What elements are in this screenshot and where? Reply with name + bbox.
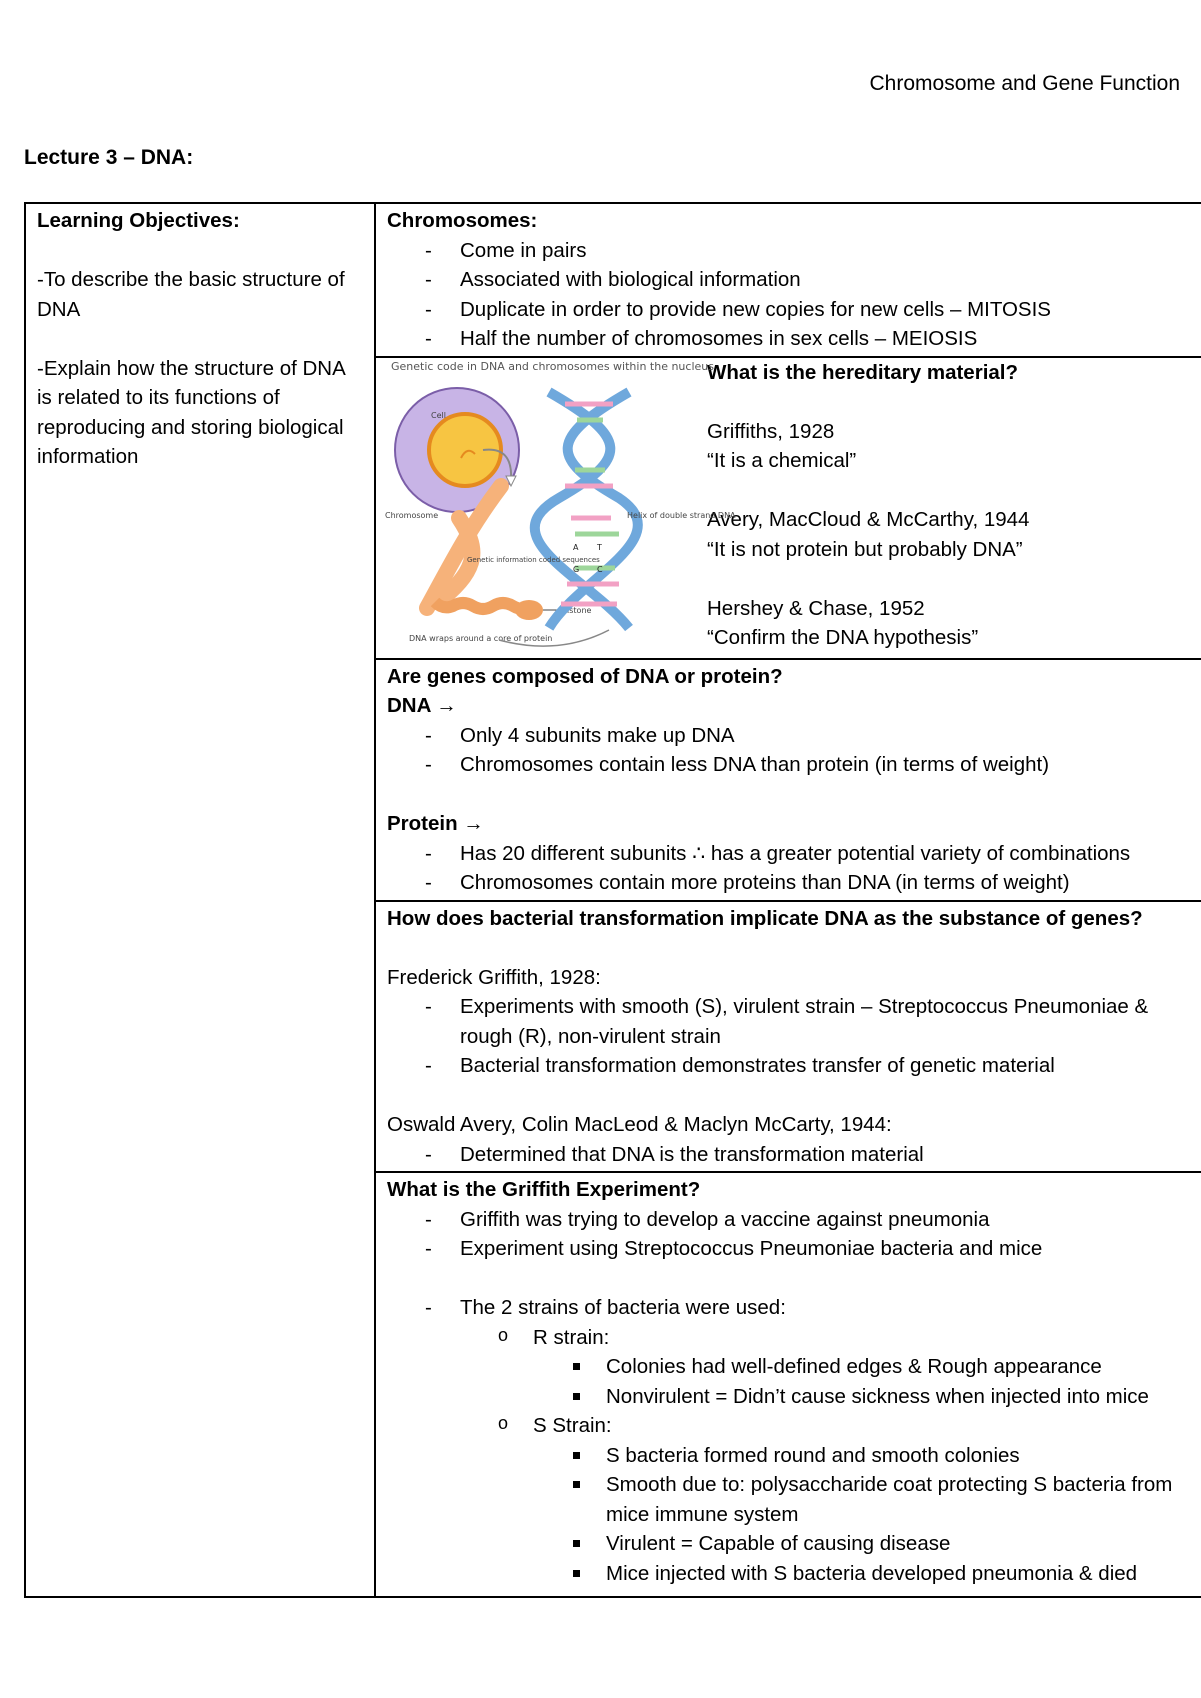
objectives-cell <box>25 203 375 1597</box>
list-item: - Experiment using Streptococcus Pneumoniae bacteria and mice <box>387 1234 1191 1264</box>
transformation-heading: How does bacterial transformation implicate DNA as the substance of genes? <box>387 906 1143 930</box>
list-item: - Come in pairs <box>387 236 1191 266</box>
list-item: Mice injected with S bacteria developed pneumonia & died <box>533 1559 1191 1589</box>
hereditary-who: Avery, MacCloud & McCarthy, 1944 <box>707 508 1030 531</box>
hereditary-who: Hershey & Chase, 1952 <box>707 596 925 620</box>
transformation-cell <box>375 901 1201 1173</box>
dna-diagram-svg <box>379 358 736 658</box>
list-item: - Half the number of chromosomes in sex cells – MEIOSIS <box>387 324 1191 354</box>
protein-label-line <box>387 809 1191 839</box>
objectives-heading: Learning Objectives: <box>37 209 240 232</box>
genes-heading: Are genes composed of DNA or protein? <box>387 664 783 688</box>
list-item: - Duplicate in order to provide new copies for new cells – MITOSIS <box>387 295 1191 325</box>
griffith-experiment-cell <box>375 1172 1201 1597</box>
list-item: - Only 4 subunits make up DNA <box>387 721 1191 751</box>
right-arrow-icon: → <box>436 694 457 717</box>
dna-list <box>387 721 1191 780</box>
list-item: - Chromosomes contain more proteins than DNA (in terms of weight) <box>387 868 1191 898</box>
base-label-t: T <box>597 542 602 552</box>
histone-label: Histone <box>561 605 592 615</box>
hereditary-text <box>699 358 1029 658</box>
base-label-a: A <box>573 542 579 552</box>
chromosomes-cell <box>375 203 1201 357</box>
r-strain-list <box>533 1352 1191 1411</box>
genetic-label: Genetic information coded sequences <box>467 555 600 564</box>
chromosome-label: Chromosome <box>385 510 439 520</box>
diagram-caption: Genetic code in DNA and chromosomes within the nucleus <box>391 359 714 373</box>
base-label-g: G <box>573 564 580 574</box>
list-item: - Associated with biological information <box>387 265 1191 295</box>
s-strain-label: S Strain: <box>533 1414 612 1437</box>
list-item: - Determined that DNA is the transformation material <box>387 1140 1191 1170</box>
chromosomes-heading: Chromosomes: <box>387 209 538 232</box>
protein-label: Protein <box>387 812 458 835</box>
hereditary-cell <box>375 357 1201 659</box>
right-arrow-icon: → <box>463 812 484 835</box>
list-item: S bacteria formed round and smooth colonies <box>533 1441 1191 1471</box>
hereditary-heading: What is the hereditary material? <box>707 360 1019 384</box>
list-item: - Experiments with smooth (S), virulent strain – Streptococcus Pneumoniae & rough (R), non-virulent strain <box>387 992 1191 1051</box>
list-item: - Griffith was trying to develop a vaccine against pneumonia <box>387 1205 1191 1235</box>
avery-list <box>387 1140 1191 1170</box>
hereditary-quote: “Confirm the DNA hypothesis” <box>707 626 979 649</box>
helix-label: Helix of double strand DNA <box>627 510 736 520</box>
strain-list <box>460 1323 1191 1589</box>
griffith-experiment-list <box>387 1205 1191 1264</box>
lecture-title: Lecture 3 – DNA: <box>24 146 194 169</box>
list-item <box>387 1411 1191 1588</box>
base-label-c: C <box>597 564 603 574</box>
page-header-title: Chromosome and Gene Function <box>869 72 1180 95</box>
s-strain-list <box>533 1441 1191 1589</box>
histone-shape <box>515 600 543 620</box>
dna-label-line <box>387 691 1191 721</box>
protein-list <box>387 839 1191 898</box>
notes-table <box>24 202 1201 1598</box>
dna-chromosome-diagram <box>379 358 736 658</box>
hereditary-who: Griffiths, 1928 <box>707 419 835 443</box>
strains-intro: The 2 strains of bacteria were used: <box>460 1296 786 1319</box>
griffith-list <box>387 992 1191 1081</box>
list-item: Colonies had well-defined edges & Rough appearance <box>533 1352 1191 1382</box>
list-item: - Has 20 different subunits ∴ has a greater potential variety of combinations <box>387 839 1191 869</box>
chromosomes-list <box>387 236 1191 354</box>
griffith-title: Frederick Griffith, 1928: <box>387 965 601 989</box>
hereditary-quote: “It is a chemical” <box>707 449 857 472</box>
strains-list <box>387 1293 1191 1588</box>
genes-cell <box>375 659 1201 901</box>
list-item: - Bacterial transformation demonstrates transfer of genetic material <box>387 1051 1191 1081</box>
list-item: - Chromosomes contain less DNA than protein (in terms of weight) <box>387 750 1191 780</box>
dna-label: DNA <box>387 694 431 717</box>
hereditary-quote: “It is not protein but probably DNA” <box>707 537 1023 561</box>
wraps-label: DNA wraps around a core of protein <box>409 633 553 643</box>
list-item: Virulent = Capable of causing disease <box>533 1529 1191 1559</box>
list-item <box>387 1323 1191 1412</box>
objective-2: -Explain how the structure of DNA is related to its functions of reproducing and storing biological information <box>37 356 345 468</box>
list-item <box>387 1293 1191 1588</box>
cell-label: Cell <box>431 410 446 420</box>
objective-1: -To describe the basic structure of DNA <box>37 268 345 321</box>
griffith-experiment-heading: What is the Griffith Experiment? <box>387 1178 701 1201</box>
list-item: Nonvirulent = Didn’t cause sickness when injected into mice <box>533 1382 1191 1412</box>
avery-title: Oswald Avery, Colin MacLeod & Maclyn McCarty, 1944: <box>387 1113 892 1136</box>
r-strain-label: R strain: <box>533 1325 610 1349</box>
list-item: Smooth due to: polysaccharide coat protecting S bacteria from mice immune system <box>533 1470 1191 1529</box>
